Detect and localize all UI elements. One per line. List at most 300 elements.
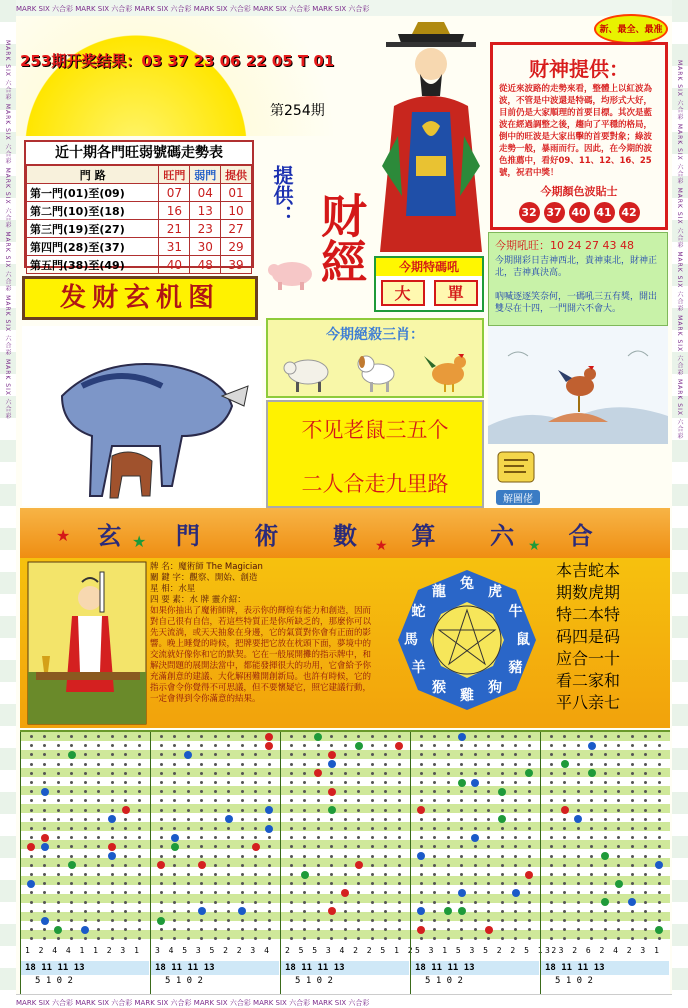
grid-dot bbox=[227, 882, 230, 885]
banner-char: 術 bbox=[254, 521, 279, 550]
grid-dot bbox=[303, 919, 306, 922]
trend-cell: 07 bbox=[159, 184, 190, 202]
grid-dot bbox=[57, 873, 60, 876]
grid-dot bbox=[41, 834, 49, 842]
grid-dot bbox=[70, 818, 73, 821]
right-border-strip bbox=[672, 0, 688, 1008]
grid-dot bbox=[84, 855, 87, 858]
grid-dot bbox=[501, 855, 504, 858]
grid-dot bbox=[43, 864, 46, 867]
wave-ball: 42 bbox=[619, 202, 640, 223]
grid-dot bbox=[290, 818, 293, 821]
grid-dot bbox=[460, 919, 463, 922]
grid-dot bbox=[631, 790, 634, 793]
grid-dot bbox=[330, 891, 333, 894]
grid-dot bbox=[200, 744, 203, 747]
grid-dot bbox=[173, 855, 176, 858]
grid-dot bbox=[70, 937, 73, 940]
grid-dot bbox=[384, 744, 387, 747]
grid-dot bbox=[357, 781, 360, 784]
grid-dot bbox=[371, 891, 374, 894]
grid-dot bbox=[241, 928, 244, 931]
grid-dot bbox=[615, 880, 623, 888]
grid-dot bbox=[173, 735, 176, 738]
grid-dot bbox=[577, 781, 580, 784]
grid-dot bbox=[57, 882, 60, 885]
grid-dot bbox=[111, 753, 114, 756]
grid-dot bbox=[604, 836, 607, 839]
grid-dot bbox=[577, 882, 580, 885]
grid-dot bbox=[160, 873, 163, 876]
grid-dot bbox=[303, 735, 306, 738]
grid-dot bbox=[43, 799, 46, 802]
grid-dot bbox=[604, 827, 607, 830]
grid-dot bbox=[658, 781, 661, 784]
riddle-line-1: 不见老鼠三五个 bbox=[301, 418, 449, 442]
grid-dot bbox=[655, 861, 663, 869]
grid-dot bbox=[30, 735, 33, 738]
grid-dot bbox=[111, 919, 114, 922]
grid-dot bbox=[214, 818, 217, 821]
grid-dot bbox=[57, 910, 60, 913]
grid-dot bbox=[631, 882, 634, 885]
grid-dot bbox=[138, 818, 141, 821]
grid-dot bbox=[617, 809, 620, 812]
grid-dot bbox=[84, 836, 87, 839]
grid-dot bbox=[43, 882, 46, 885]
grid-dot bbox=[290, 799, 293, 802]
grid-dot bbox=[214, 873, 217, 876]
grid-dot bbox=[514, 753, 517, 756]
grid-dot bbox=[43, 937, 46, 940]
grid-dot bbox=[57, 919, 60, 922]
grid-dot bbox=[265, 742, 273, 750]
grid-dot bbox=[550, 910, 553, 913]
grid-dot bbox=[84, 937, 87, 940]
grid-dot bbox=[617, 928, 620, 931]
grid-dot bbox=[561, 806, 569, 814]
grid-dot bbox=[214, 928, 217, 931]
grid-dot bbox=[474, 928, 477, 931]
grid-dot bbox=[563, 735, 566, 738]
grid-dot bbox=[328, 760, 336, 768]
grid-dot bbox=[398, 882, 401, 885]
grid-dot bbox=[241, 799, 244, 802]
grid-dot bbox=[97, 891, 100, 894]
grid-dot bbox=[254, 735, 257, 738]
bottom-border-strip bbox=[16, 994, 672, 1008]
grid-dot bbox=[398, 781, 401, 784]
special-code-title: 今期特碼吼 bbox=[376, 258, 482, 276]
grid-dot bbox=[187, 882, 190, 885]
footer-count-row: 3 4 5 3 5 2 2 3 4 bbox=[155, 946, 271, 955]
grid-dot bbox=[344, 790, 347, 793]
grid-dot bbox=[444, 907, 452, 915]
grid-dot bbox=[254, 882, 257, 885]
grid-dot bbox=[317, 836, 320, 839]
grid-dot bbox=[447, 928, 450, 931]
grid-dot bbox=[317, 818, 320, 821]
grid-dot bbox=[371, 790, 374, 793]
grid-dot bbox=[330, 864, 333, 867]
grid-dot bbox=[173, 891, 176, 894]
trend-table bbox=[26, 165, 252, 274]
grid-dot bbox=[384, 910, 387, 913]
grid-dot bbox=[303, 818, 306, 821]
grid-dot bbox=[173, 744, 176, 747]
grid-dot bbox=[97, 882, 100, 885]
grid-dot bbox=[644, 827, 647, 830]
verse-line: 看二家和 bbox=[556, 671, 621, 690]
grid-dot bbox=[433, 799, 436, 802]
grid-dot bbox=[303, 781, 306, 784]
grid-dot bbox=[84, 772, 87, 775]
grid-dot bbox=[303, 937, 306, 940]
grid-dot bbox=[371, 910, 374, 913]
trend-cell: 30 bbox=[190, 238, 221, 256]
grid-dot bbox=[604, 744, 607, 747]
grid-dot bbox=[214, 790, 217, 793]
grid-dot bbox=[474, 873, 477, 876]
grid-dot bbox=[122, 806, 130, 814]
hot-numbers-line: 今期吼旺：10 24 27 43 48 bbox=[495, 239, 634, 252]
grid-dot bbox=[198, 861, 206, 869]
grid-dot bbox=[57, 753, 60, 756]
grid-dot bbox=[317, 763, 320, 766]
grid-dot bbox=[241, 744, 244, 747]
grid-dot bbox=[590, 919, 593, 922]
grid-dot bbox=[550, 763, 553, 766]
grid-dot bbox=[330, 781, 333, 784]
grid-dot bbox=[371, 753, 374, 756]
grid-dot bbox=[644, 799, 647, 802]
grid-dot bbox=[200, 882, 203, 885]
grid-dot bbox=[214, 845, 217, 848]
grid-dot bbox=[290, 937, 293, 940]
grid-dot bbox=[644, 937, 647, 940]
grid-dot bbox=[330, 772, 333, 775]
grid-dot bbox=[111, 873, 114, 876]
grid-dot bbox=[290, 744, 293, 747]
grid-dot bbox=[644, 744, 647, 747]
grid-dot bbox=[658, 790, 661, 793]
grid-dot bbox=[317, 873, 320, 876]
grid-dot bbox=[550, 827, 553, 830]
grid-dot bbox=[330, 799, 333, 802]
verse-panel bbox=[556, 560, 670, 726]
grid-dot bbox=[344, 735, 347, 738]
grid-dot bbox=[268, 937, 271, 940]
grid-dot bbox=[447, 919, 450, 922]
grid-dot bbox=[433, 864, 436, 867]
grid-dot bbox=[124, 772, 127, 775]
grid-dot bbox=[214, 919, 217, 922]
grid-dot bbox=[173, 790, 176, 793]
grid-dot bbox=[447, 901, 450, 904]
grid-dot bbox=[241, 882, 244, 885]
grid-dot bbox=[658, 836, 661, 839]
grid-dot bbox=[577, 735, 580, 738]
grid-dot bbox=[617, 763, 620, 766]
star-icon: ★ bbox=[528, 538, 541, 554]
grid-dot bbox=[563, 818, 566, 821]
grid-dot bbox=[70, 845, 73, 848]
grid-dot bbox=[268, 818, 271, 821]
grid-dot bbox=[111, 790, 114, 793]
grid-dot bbox=[487, 873, 490, 876]
grid-dot bbox=[528, 781, 531, 784]
grid-dot bbox=[487, 744, 490, 747]
grid-dot bbox=[514, 845, 517, 848]
grid-dot bbox=[433, 882, 436, 885]
grid-section-divider bbox=[280, 732, 281, 944]
verse-line: 本吉蛇本 bbox=[556, 561, 621, 580]
grid-dot bbox=[214, 864, 217, 867]
grid-dot bbox=[371, 855, 374, 858]
trend-row-label: 第一門(01)至(09) bbox=[27, 184, 159, 202]
grid-dot bbox=[303, 845, 306, 848]
grid-dot bbox=[111, 827, 114, 830]
grid-dot bbox=[487, 836, 490, 839]
grid-dot bbox=[227, 891, 230, 894]
grid-dot bbox=[70, 763, 73, 766]
grid-dot bbox=[617, 873, 620, 876]
grid-dot bbox=[97, 818, 100, 821]
grid-dot bbox=[398, 855, 401, 858]
grid-dot bbox=[563, 772, 566, 775]
grid-dot bbox=[43, 818, 46, 821]
grid-dot bbox=[124, 864, 127, 867]
top-strip-text: MARK SIX 六合彩 MARK SIX 六合彩 MARK SIX 六合彩 MARK SIX 六合彩 MARK SIX 六合彩 MARK SIX 六合彩 bbox=[16, 5, 370, 13]
grid-dot bbox=[514, 827, 517, 830]
grid-dot bbox=[84, 845, 87, 848]
grid-dot bbox=[447, 818, 450, 821]
grid-dot bbox=[577, 763, 580, 766]
grid-dot bbox=[658, 855, 661, 858]
grid-dot bbox=[501, 882, 504, 885]
grid-dot bbox=[97, 799, 100, 802]
grid-dot bbox=[303, 753, 306, 756]
grid-dot bbox=[384, 873, 387, 876]
grid-dot bbox=[471, 779, 479, 787]
grid-dot bbox=[644, 790, 647, 793]
grid-dot bbox=[124, 937, 127, 940]
grid-dot bbox=[631, 763, 634, 766]
grid-dot bbox=[563, 873, 566, 876]
grid-dot bbox=[433, 763, 436, 766]
banner-char: 玄 bbox=[97, 521, 122, 550]
grid-dot bbox=[330, 744, 333, 747]
grid-dot bbox=[43, 772, 46, 775]
grid-dot bbox=[200, 809, 203, 812]
grid-dot bbox=[528, 928, 531, 931]
grid-dot bbox=[514, 910, 517, 913]
grid-dot bbox=[384, 845, 387, 848]
grid-dot bbox=[577, 836, 580, 839]
grid-dot bbox=[501, 928, 504, 931]
special-code-panel bbox=[374, 256, 484, 312]
grid-dot bbox=[604, 763, 607, 766]
grid-dot bbox=[601, 898, 609, 906]
grid-dot bbox=[268, 753, 271, 756]
grid-dot bbox=[160, 882, 163, 885]
grid-dot bbox=[384, 836, 387, 839]
special-code-left: 大 bbox=[381, 280, 425, 306]
grid-dot bbox=[303, 827, 306, 830]
grid-dot bbox=[371, 919, 374, 922]
bottom-strip-text: MARK SIX 六合彩 MARK SIX 六合彩 MARK SIX 六合彩 MARK SIX 六合彩 MARK SIX 六合彩 MARK SIX 六合彩 bbox=[16, 999, 370, 1007]
grid-dot bbox=[501, 836, 504, 839]
grid-dot bbox=[371, 864, 374, 867]
grid-dot bbox=[97, 919, 100, 922]
grid-dot bbox=[447, 827, 450, 830]
grid-dot bbox=[227, 864, 230, 867]
grid-dot bbox=[30, 809, 33, 812]
grid-dot bbox=[474, 937, 477, 940]
grid-dot bbox=[550, 882, 553, 885]
grid-dot bbox=[303, 910, 306, 913]
grid-dot bbox=[160, 744, 163, 747]
grid-dot bbox=[344, 919, 347, 922]
grid-dot bbox=[173, 928, 176, 931]
grid-dot bbox=[447, 763, 450, 766]
zodiac-label: 鼠 bbox=[516, 632, 530, 648]
grid-dot bbox=[590, 781, 593, 784]
grid-dot bbox=[200, 790, 203, 793]
grid-dot bbox=[30, 772, 33, 775]
grid-dot bbox=[514, 763, 517, 766]
grid-dot bbox=[344, 772, 347, 775]
grid-dot bbox=[398, 845, 401, 848]
grid-dot bbox=[501, 891, 504, 894]
grid-dot bbox=[97, 845, 100, 848]
grid-dot bbox=[290, 882, 293, 885]
grid-dot bbox=[501, 809, 504, 812]
grid-dot bbox=[447, 882, 450, 885]
grid-dot bbox=[138, 781, 141, 784]
footer-label-row: 18 11 11 13 bbox=[281, 961, 409, 975]
grid-dot bbox=[398, 836, 401, 839]
grid-dot bbox=[317, 928, 320, 931]
grid-dot bbox=[290, 772, 293, 775]
grid-dot bbox=[328, 788, 336, 796]
grid-dot bbox=[577, 753, 580, 756]
grid-dot bbox=[138, 864, 141, 867]
grid-dot bbox=[187, 937, 190, 940]
grid-dot bbox=[171, 843, 179, 851]
grid-dot bbox=[214, 910, 217, 913]
grid-dot bbox=[317, 744, 320, 747]
grid-dot bbox=[187, 910, 190, 913]
result-numbers: 03 37 23 06 22 05 T 01 bbox=[141, 52, 335, 70]
footer-label-row: 18 11 11 13 bbox=[541, 961, 669, 975]
grid-dot bbox=[658, 809, 661, 812]
grid-dot bbox=[384, 827, 387, 830]
grid-dot bbox=[173, 799, 176, 802]
grid-dot bbox=[30, 864, 33, 867]
grid-dot bbox=[525, 769, 533, 777]
grid-dot bbox=[474, 744, 477, 747]
grid-dot bbox=[420, 827, 423, 830]
grid-dot bbox=[474, 753, 477, 756]
grid-dot bbox=[357, 845, 360, 848]
grid-dot bbox=[384, 753, 387, 756]
grid-dot bbox=[84, 744, 87, 747]
grid-dot bbox=[187, 772, 190, 775]
grid-dot bbox=[471, 834, 479, 842]
grid-dot bbox=[124, 901, 127, 904]
grid-dot bbox=[303, 809, 306, 812]
corner-badge: 新、最全、最准 bbox=[594, 14, 668, 44]
solve-button[interactable] bbox=[496, 450, 540, 505]
grid-dot bbox=[384, 855, 387, 858]
grid-dot bbox=[460, 864, 463, 867]
grid-dot bbox=[111, 910, 114, 913]
grid-dot bbox=[514, 836, 517, 839]
rooster-landscape bbox=[488, 326, 668, 444]
grid-dot bbox=[187, 901, 190, 904]
grid-dot bbox=[30, 873, 33, 876]
grid-dot bbox=[57, 763, 60, 766]
grid-dot bbox=[81, 926, 89, 934]
grid-dot bbox=[644, 855, 647, 858]
grid-dot bbox=[371, 928, 374, 931]
grid-dot bbox=[577, 919, 580, 922]
grid-dot bbox=[371, 937, 374, 940]
grid-dot bbox=[631, 735, 634, 738]
grid-dot bbox=[487, 799, 490, 802]
grid-dot bbox=[590, 753, 593, 756]
grid-dot bbox=[30, 937, 33, 940]
grid-dot bbox=[514, 744, 517, 747]
grid-dot bbox=[344, 882, 347, 885]
grid-dot bbox=[604, 845, 607, 848]
grid-dot bbox=[214, 827, 217, 830]
grid-dot bbox=[70, 744, 73, 747]
grid-dot bbox=[200, 799, 203, 802]
grid-dot bbox=[227, 873, 230, 876]
grid-dot bbox=[41, 788, 49, 796]
grid-dot bbox=[474, 864, 477, 867]
grid-dot bbox=[420, 919, 423, 922]
grid-dot bbox=[563, 882, 566, 885]
trend-cell: 27 bbox=[221, 220, 252, 238]
grid-dot bbox=[70, 809, 73, 812]
grid-dot bbox=[528, 901, 531, 904]
grid-dot bbox=[84, 753, 87, 756]
footer-count-row: 3 3 2 6 2 4 2 3 1 bbox=[545, 946, 661, 955]
grid-dot bbox=[290, 855, 293, 858]
grid-dot bbox=[550, 799, 553, 802]
grid-dot bbox=[200, 836, 203, 839]
grid-dot bbox=[124, 845, 127, 848]
grid-dot bbox=[485, 926, 493, 934]
trend-table-row bbox=[27, 202, 252, 220]
grid-dot bbox=[384, 772, 387, 775]
grid-dot bbox=[84, 882, 87, 885]
footer-sub-row: 5 1 0 2 bbox=[35, 976, 73, 986]
grid-dot bbox=[433, 836, 436, 839]
grid-dot bbox=[84, 827, 87, 830]
grid-dot bbox=[84, 818, 87, 821]
grid-dot bbox=[187, 735, 190, 738]
grid-dot bbox=[550, 845, 553, 848]
grid-dot bbox=[460, 744, 463, 747]
grid-dot bbox=[460, 827, 463, 830]
grid-dot bbox=[590, 855, 593, 858]
grid-dot bbox=[254, 753, 257, 756]
grid-dot bbox=[268, 772, 271, 775]
